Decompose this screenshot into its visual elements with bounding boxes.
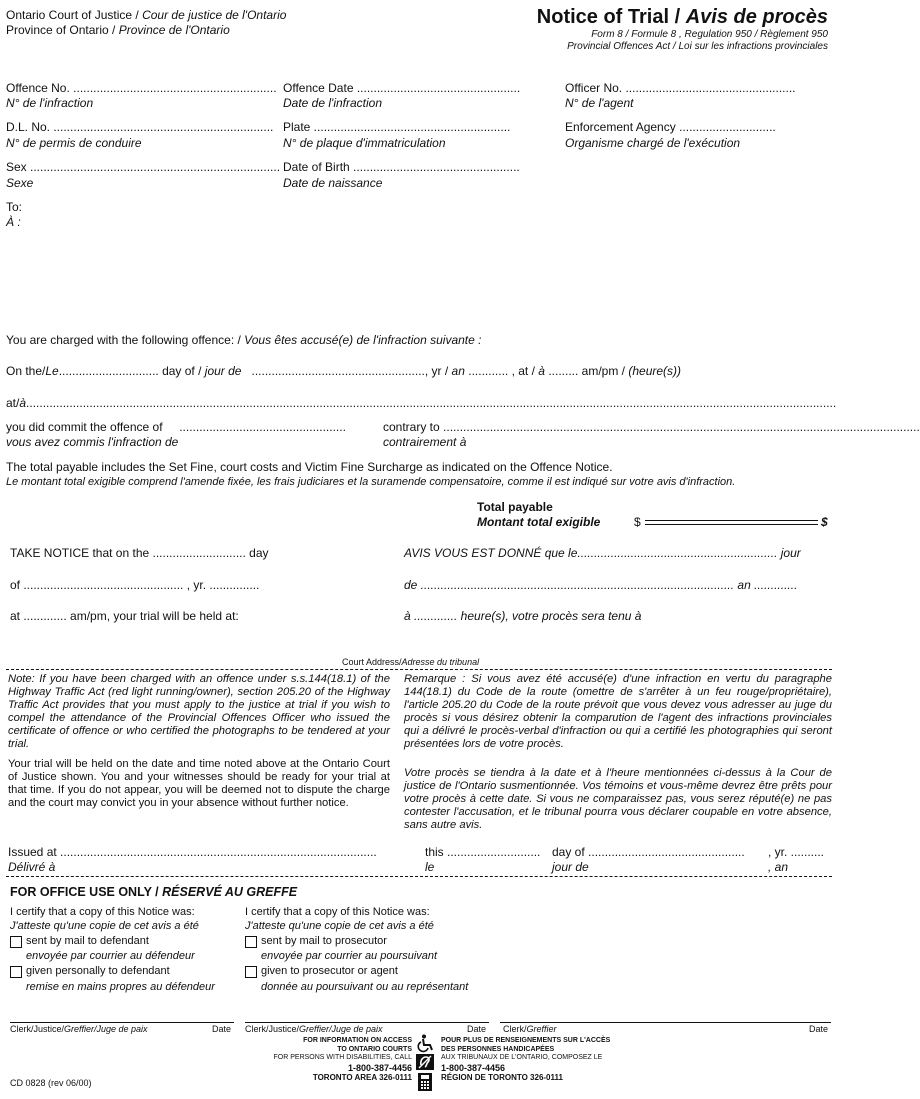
- access-en-4: 1-800-387-4456: [347, 1062, 412, 1073]
- issued-at-label-fr: Délivré à: [8, 860, 56, 874]
- issued-month-field[interactable]: day of ...............................................: [552, 845, 745, 859]
- officer-no-field[interactable]: Officer No. ...................................................: [565, 81, 796, 95]
- amount-line-top: [645, 520, 818, 521]
- an-label: an: [451, 364, 465, 378]
- trial-info-en: Your trial will be held on the date and time noted above at the Ontario Court of Justice shown. You and your witnesses should be ready for your trial at that time. If you do not appear, you will be deemed not to dispute the charge and the court may convict you in your absence without further notice.: [8, 758, 390, 809]
- form-code: CD 0828 (rev 06/00): [10, 1078, 92, 1088]
- sig1-fr: Greffier/Juge de paix: [64, 1024, 148, 1034]
- sig3-fr: Greffier: [526, 1024, 557, 1034]
- dollar-sign-end: $: [821, 515, 828, 529]
- offence-blank: ..................................................: [179, 420, 346, 434]
- at-label: at/: [6, 396, 20, 410]
- court-address-label: [342, 657, 479, 668]
- location-blank: ...................................................................................................................................................................................................................................................: [26, 396, 837, 410]
- offence-date-line[interactable]: [6, 364, 681, 378]
- notice-time-line[interactable]: at ............. am/pm, your trial will be held at:: [10, 609, 239, 623]
- total-payable-label: Total payable: [477, 500, 553, 514]
- mail-prosecutor-label: sent by mail to prosecutor: [261, 935, 387, 947]
- offence-no-label-fr: N° de l'infraction: [6, 96, 94, 110]
- access-fr-3: AUX TRIBUNAUX DE L'ONTARIO, COMPOSEZ LE: [441, 1054, 603, 1061]
- mail-defendant-checkbox[interactable]: [10, 936, 22, 948]
- title-fr: Avis de procès: [685, 6, 828, 28]
- personally-defendant-label: given personally to defendant: [26, 965, 170, 977]
- sig1-en: Clerk/Justice/: [10, 1024, 65, 1034]
- access-info-fr: [441, 1037, 610, 1083]
- date-1-label: Date: [212, 1024, 232, 1034]
- given-prosecutor-label-fr: donnée au poursuivant ou au représentant: [261, 981, 469, 993]
- date-3-label: Date: [809, 1024, 829, 1034]
- offence-committed-line[interactable]: [6, 420, 346, 434]
- charged-fr: Vous êtes accusé(e) de l'infraction suivante :: [244, 333, 482, 347]
- date-2-label: Date: [467, 1024, 487, 1034]
- offence-no-field[interactable]: Offence No. .............................................................: [6, 81, 277, 95]
- offence-date-label-fr: Date de l'infraction: [283, 96, 383, 110]
- jour-de-label-fr: jour de: [552, 860, 589, 874]
- sex-field[interactable]: Sex ...........................................................................: [6, 160, 281, 174]
- act-reference: Provincial Offences Act / Loi sur les infractions provinciales: [567, 41, 828, 52]
- contrary-line[interactable]: [383, 420, 920, 434]
- take-notice-line[interactable]: TAKE NOTICE that on the ............................ day: [10, 546, 269, 560]
- court-en: Ontario Court of Justice /: [6, 8, 139, 22]
- charged-en: You are charged with the following offence: /: [6, 333, 241, 347]
- notice-year-line[interactable]: of ................................................ , yr. ...............: [10, 578, 260, 592]
- mail-defendant-label-fr: envoyée par courrier au défendeur: [26, 950, 195, 962]
- commit-label-fr: vous avez commis l'infraction de: [6, 435, 179, 449]
- certify2-label-fr: J'atteste qu'une copie de cet avis a été: [245, 920, 434, 932]
- access-fr-4: 1-800-387-4456: [441, 1062, 506, 1073]
- year-blank: ............ , at /: [468, 364, 535, 378]
- wheelchair-icon: [415, 1034, 435, 1052]
- form-reference: Form 8 / Formule 8 , Regulation 950 / Règlement 950: [591, 29, 828, 40]
- trial-info-fr: Votre procès se tiendra à la date et à l'heure mentionnées ci-dessus à la Cour de justice de l'Ontario susmentionnée. Vos témoins et vous-même devrez être prêts pour votre procès à cette date. Si vous ne comparaissez pas, vous serez réputé(e) ne pas contester l'accusation, et le tribunal pourra vous déclarer coupable en votre absence, sans autre avis.: [404, 767, 832, 831]
- heure-label: (heure(s)): [628, 364, 682, 378]
- given-prosecutor-checkbox[interactable]: [245, 966, 257, 978]
- note-en: Note: If you have been charged with an offence under s.s.144(18.1) of the Highway Traffic Act (red light running/owner), section 205.20 of the Highway Traffic Act provides that you must apply to the justice at trial if you wish to compel the attendance of the Provincial Offences Officer who issued the certificate of offence or who certified the photographs to be tendered at your trial.: [8, 673, 390, 750]
- to-label-fr: À :: [6, 215, 21, 229]
- office-heading: [10, 885, 297, 900]
- sig3-en: Clerk/: [503, 1024, 527, 1034]
- mail-defendant-label: sent by mail to defendant: [26, 935, 149, 947]
- signature-2-label: [245, 1024, 383, 1035]
- mail-prosecutor-label-fr: envoyée par courrier au poursuivant: [261, 950, 438, 962]
- officer-no-label-fr: N° de l'agent: [565, 96, 634, 110]
- signature-line-1[interactable]: [10, 1022, 234, 1023]
- mail-prosecutor-checkbox[interactable]: [245, 936, 257, 948]
- a-label: à: [538, 364, 545, 378]
- page-title: [537, 6, 828, 28]
- location-line[interactable]: [6, 396, 837, 410]
- signature-line-3[interactable]: [500, 1022, 831, 1023]
- offence-date-field[interactable]: Offence Date .................................................: [283, 81, 521, 95]
- court-fr: Cour de justice de l'Ontario: [142, 8, 287, 22]
- le-label-fr: le: [425, 860, 435, 874]
- total-note: The total payable includes the Set Fine, court costs and Victim Fine Surcharge as indicated on the Offence Notice.: [6, 460, 613, 474]
- month-blank: ...................................................., yr /: [251, 364, 449, 378]
- contrary-label-fr: contrairement à: [383, 435, 467, 449]
- dob-label-fr: Date de naissance: [283, 176, 383, 190]
- an-label-fr: , an: [768, 860, 789, 874]
- hearing-icon: [416, 1054, 434, 1070]
- signature-line-2[interactable]: [245, 1022, 489, 1023]
- access-en-3: FOR PERSONS WITH DISABILITIES, CALL: [273, 1054, 412, 1061]
- avis-year-line[interactable]: de .............................................................................................. an .............: [404, 578, 798, 592]
- given-prosecutor-label: given to prosecutor or agent: [261, 965, 398, 977]
- access-en-2: TO ONTARIO COURTS: [337, 1045, 412, 1053]
- contrary-blank: ...............................................................................................................................................: [443, 420, 920, 434]
- office-heading-en: FOR OFFICE USE ONLY /: [10, 885, 159, 899]
- charged-statement: [6, 333, 481, 347]
- personally-defendant-label-fr: remise en mains propres au défendeur: [26, 981, 215, 993]
- issued-day-field[interactable]: this ............................: [425, 845, 541, 859]
- contrary-label: contrary to: [383, 420, 440, 434]
- certify-label: I certify that a copy of this Notice was:: [10, 906, 195, 918]
- agency-field[interactable]: Enforcement Agency .............................: [565, 120, 776, 134]
- access-fr-5: RÉGION DE TORONTO 326-0111: [441, 1072, 563, 1082]
- le-label: Le: [45, 364, 59, 378]
- access-en-1: FOR INFORMATION ON ACCESS: [303, 1037, 412, 1044]
- sex-label-fr: Sexe: [6, 176, 34, 190]
- access-en-5: TORONTO AREA 326-0111: [312, 1072, 412, 1082]
- issued-year-field[interactable]: , yr. ..........: [768, 845, 825, 859]
- to-label: To:: [6, 200, 23, 214]
- phone-icon: [418, 1073, 432, 1091]
- address-divider: [6, 669, 832, 670]
- avis-line[interactable]: AVIS VOUS EST DONNÉ que le............................................................ jour: [404, 546, 801, 560]
- agency-label-fr: Organisme chargé de l'exécution: [565, 136, 741, 150]
- province-name: [6, 23, 230, 37]
- province-fr: Province de l'Ontario: [118, 23, 230, 37]
- dl-no-label-fr: N° de permis de conduire: [6, 136, 142, 150]
- issued-at-field[interactable]: Issued at ...............................................................................................: [8, 845, 377, 859]
- sig2-fr: Greffier/Juge de paix: [299, 1024, 383, 1034]
- total-note-fr: Le montant total exigible comprend l'amende fixée, les frais judiciares et la suramende compensatoire, comme il est indiqué sur votre avis d'infraction.: [6, 476, 736, 488]
- court-address-fr: Adresse du tribunal: [401, 657, 480, 667]
- court-name: [6, 8, 286, 22]
- amount-line-bottom[interactable]: [645, 524, 818, 525]
- access-info-en: [274, 1037, 412, 1083]
- commit-label: you did commit the offence of: [6, 420, 163, 434]
- certify2-label: I certify that a copy of this Notice was:: [245, 906, 430, 918]
- court-address-en: Court Address/: [342, 657, 402, 667]
- office-divider: [6, 876, 832, 877]
- time-blank: ......... am/pm /: [548, 364, 625, 378]
- day-blank: .............................. day of /: [58, 364, 202, 378]
- total-payable-label-fr: Montant total exigible: [477, 515, 601, 529]
- plate-label-fr: N° de plaque d'immatriculation: [283, 136, 446, 150]
- access-fr-2: DES PERSONNES HANDICAPÉES: [441, 1045, 555, 1053]
- certify-label-fr: J'atteste qu'une copie de cet avis a été: [10, 920, 199, 932]
- jour-de-label: jour de: [204, 364, 242, 378]
- office-heading-fr: RÉSERVÉ AU GREFFE: [162, 885, 298, 899]
- access-fr-1: POUR PLUS DE RENSEIGNEMENTS SUR L'ACCÈS: [441, 1037, 611, 1044]
- on-the-label: On the/: [6, 364, 46, 378]
- at-label-fr: à: [19, 396, 27, 410]
- signature-1-label: [10, 1024, 148, 1035]
- avis-time-line[interactable]: à ............. heure(s), votre procès sera tenu à: [404, 609, 642, 623]
- note-fr: Remarque : Si vous avez été accusé(e) d'une infraction en vertu du paragraphe 144(18.1) du Code de la route (omettre de s'arrêter à un feu rouge/propriétaire), l'article 205.20 du Code de la route prévoit que vous devez vous adresser au juge du procès si vous désirez obtenir la comparution de l'agent des infractions provinciales qui a délivré le procès-verbal d'infraction ou qui a certifié les photographies qui seront présentées lors de votre procès.: [404, 673, 832, 750]
- plate-field[interactable]: Plate ...........................................................: [283, 120, 511, 134]
- province-en: Province of Ontario /: [6, 23, 116, 37]
- sig2-en: Clerk/Justice/: [245, 1024, 300, 1034]
- title-en: Notice of Trial /: [536, 6, 681, 28]
- dollar-sign: $: [634, 515, 641, 529]
- dl-no-field[interactable]: D.L. No. ..................................................................: [6, 120, 274, 134]
- signature-3-label: [503, 1024, 557, 1035]
- personally-defendant-checkbox[interactable]: [10, 966, 22, 978]
- dob-field[interactable]: Date of Birth ..................................................: [283, 160, 520, 174]
